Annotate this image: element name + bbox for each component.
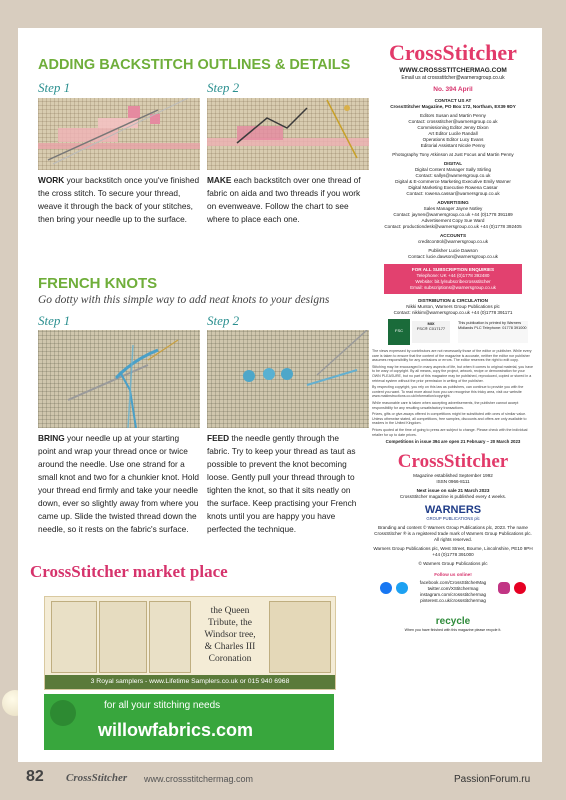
needle-artwork [38,330,200,428]
footer-url[interactable]: www.crossstitchermag.com [144,774,254,784]
text-line: knots until you are happy you have [207,511,336,521]
stitch-artwork [38,98,200,170]
dist-1: Nikki Munton, Warners Group Publications plc [406,304,500,309]
issue-number: No. 394 April [433,86,473,93]
follow-link[interactable]: twitter.com/XStitchermag [427,586,479,592]
ad-footer: 3 Royal samplers - www.Lifetime Samplers.co.uk or 015 940 6968 [45,675,335,689]
warners-sub: GROUP PUBLICATIONS plc [426,516,480,522]
branding: Branding and content © Warners Group Publications plc, 2023. The name CrossStitcher ® is a registered trade mark of Warners Group Publications plc. All rights reserved. [374,525,532,543]
fsc-mix-box [412,321,450,343]
twitter-icon[interactable] [396,582,408,594]
french-step1-photo [38,330,200,428]
ads-2: Advertisement Copy Sue Ward [421,218,485,223]
editorial-assistant: Editorial Assistant Nicole Penny [420,143,486,148]
recycle-note: When you have finished with this magazine please recycle it. [404,628,502,633]
text-line: your needle up at your starting [64,433,180,443]
text-line: possible to prevent the knot becoming [207,459,347,469]
digital-3: Digital Marketing Executive Rowena Cassar [408,185,498,190]
text-line: needle, so it rests on the fabric's surface. [38,524,189,534]
text-line: tighten the knot, so that it sits neatly on [207,485,351,495]
disclaimer: Stitching may be encouraged in many aspects of life, but when it comes to original material, you have to be wary of copyright. By all means, copy the project, artwork, recipe or demonstration for your OWN PLEASURE, but no part of this magazine may be published, reproduced, copied or stored in a retrieval system without the prior permission in writing of the publisher. [372,364,534,383]
digital-head: DIGITAL [443,161,463,166]
keyword: MAKE [207,175,232,185]
footer-logo: CrossStitcher [66,772,128,784]
follow-link[interactable]: facebook.com/CrossStitcherMag [419,580,487,586]
sub-email[interactable]: Email: subscriptions@warnersgroup.co.uk [410,285,496,290]
market-place-title: CrossStitcher market place [30,562,228,581]
page-footer [26,768,546,792]
ad-text [195,605,265,665]
text-line: each backstitch over one thread of [231,175,361,185]
text-line: then bring your needle up to the surface. [38,214,187,224]
backstitch-step1-text [38,174,203,226]
digital-2: Digital & E-commerce Marketing Executive Emily Warner [395,179,511,184]
keyword: FEED [207,433,230,443]
backstitch-step1-photo [38,98,200,170]
pinterest-icon[interactable] [514,582,526,594]
ads-2-contact: Contact: productiondesk@warnersgroup.co.uk +44 (0)1778 392405 [384,224,522,229]
digital-1-contact: Contact: sallys@warnersgroup.co.uk [415,173,491,178]
french-knots-subtitle: Go dotty with this simple way to add neat knots to your designs [38,294,330,306]
follow-link[interactable]: instagram.com/crossstitchermag [419,592,487,598]
editors: Editors Susan and Martin Penny [420,113,486,118]
disclaimer: Prices quoted at the time of going to press are subject to change. Please check with the individual retailer for up to date prices. [372,427,528,437]
text-line: the needle gently through the [229,433,339,443]
text-line: your backstitch once you've finished [64,175,200,185]
text-line: small knot and two for a chunkier knot. Hold [38,472,199,482]
masthead-email[interactable]: Email us at crossstitcher@warnersgroup.co.uk [401,75,505,81]
established: Magazine established September 1992 [413,473,493,479]
follow-link[interactable]: pinterest.co.uk/crossstitchermag [420,598,486,604]
french-step2-photo [207,330,369,428]
follow-section [372,572,534,614]
publisher-contact: Contact: lucie.dawson@warnersgroup.co.uk [408,254,498,259]
dist-head: DISTRIBUTION & CIRCULATION [418,298,488,303]
keyword: BRING [38,433,65,443]
backstitch-step2-label: Step 2 [207,80,240,95]
next-issue: Next issue on sale 21 March 2023 [416,488,490,494]
fsc-code: FSC® C017177 [416,326,446,331]
recycle-logo [372,616,534,633]
digital-3-contact: Contact: rowena.cassar@warnersgroup.co.uk [406,191,500,196]
digital-1: Digital Content Manager Sally Stirling [414,167,492,172]
disclaimer: While reasonable care is taken when accepting advertisements, the publisher cannot accept responsibility for any resulting unsatisfactory transactions. [372,400,519,410]
ad-url: willowfabrics.com [98,720,254,740]
french-step2-text [207,432,372,536]
masthead-logo-2: CrossStitcher [397,451,509,473]
text-line: fabric on aida and two threads if you work [207,188,361,198]
text-line: came up. Slide the twisted thread down the [38,511,197,521]
publisher: Publisher Lucie Dawson [428,248,478,253]
art-editor: Art Editor Lucile Randall [428,131,478,136]
fsc-mix: MIX [427,321,435,326]
ads-1: Sales Manager Jayne Notley [423,206,483,211]
ad-tagline: for all your stitching needs [104,700,221,711]
market-place [30,562,350,752]
subscription-box [384,264,522,294]
disclaimer: The views expressed by contributors are not necessarily those of the editor or publisher. While every care is taken to ensure that the content of the magazine is accurate, neither the editor nor publisher assumes responsibility for any omissions or errors. The editor reserves the right to edit copy. [372,349,532,363]
text-line: point and wrap your thread once or twice [38,446,188,456]
french-step2-label: Step 2 [207,313,240,328]
ad-line: Windsor tree, [204,630,256,640]
text-line: down, ever so slightly away from where you [38,498,199,508]
warners-logo [372,504,534,522]
text-line: the surface. Keep practising your French [207,498,357,508]
printer-note: This publication is printed by Warners Midlands PLC Telephone: 01778 391000 [458,321,527,330]
keyword: WORK [38,175,65,185]
sampler-4 [269,601,331,673]
published: CrossStitcher magazine is published every 4 weeks. [399,494,507,500]
french-step1-label: Step 1 [38,313,71,328]
lifetime-samplers-ad[interactable] [44,596,336,690]
contact-address: CrossStitcher Magazine, PO Box 172, Northam, EX39 9DY [390,104,516,109]
sampler-3 [149,601,191,673]
contact-head: CONTACT US AT [434,98,472,103]
backstitch-step2-text [207,174,372,226]
facebook-icon[interactable] [380,582,392,594]
dist-2: Contact: nikkim@warnersgroup.co.uk +44 (0)1778 391171 [393,310,513,315]
text-line: around the needle. Use one strand for a [38,459,185,469]
backstitch-title: ADDING BACKSTITCH OUTLINES & DETAILS [38,57,351,73]
text-line: loose. Gently pull your thread through to [207,472,355,482]
text-line: weave it through the back of your stitches, [38,201,193,211]
operations-editor: Operations Editor Lucy Evans [422,137,484,142]
address: Warners Group Publications plc, West Street, Bourne, Lincolnshire, PE10 9PH +44 (0)1778 391000 [373,546,533,558]
accounts-head: ACCOUNTS [439,233,467,238]
fsc-label: FSC [395,328,403,333]
masthead-column [372,40,534,633]
disclaimer: By respecting copyright, you rely on this law as publishers, can continue to provide you with the content you want. To read more about how you can recognise this tricky area, visit our website www.makinstructions.co.uk/information/copyright. [372,385,524,399]
sub-website[interactable]: Website: bit.ly/subscribecrossstitcher [415,279,491,284]
masthead-website[interactable]: WWW.CROSSSTITCHERMAG.COM [399,67,507,74]
willow-tree-icon [50,700,76,726]
text-line: perfected the technique. [207,524,297,534]
printer-logo [458,321,528,343]
sub-phone: Telephone: UK +44 (0)1778 392480 [416,273,490,278]
masthead-logo: CrossStitcher [389,40,517,65]
ad-line: & Charles III [204,642,256,652]
willow-fabrics-ad[interactable] [44,694,334,750]
warners-name: WARNERS [424,504,482,517]
text-line: on evenweave. Follow the chart to see [207,201,349,211]
knot-artwork [207,330,369,428]
ads-head: ADVERTISING [437,200,469,205]
editors-contact: Contact: crossstitcher@warnersgroup.co.uk [408,119,498,124]
ads-1-contact: Contact: jaynen@warnersgroup.co.uk +44 (0)1778 391189 [393,212,513,217]
follow-head: Follow us online! [434,572,472,578]
page-number: 82 [26,768,44,785]
disclaimers [372,349,534,437]
sampler-2 [99,601,147,673]
french-knots-title: FRENCH KNOTS [38,275,158,292]
instagram-icon[interactable] [498,582,510,594]
french-step1-text [38,432,206,536]
stitch-artwork [207,98,369,170]
backstitch-step2-photo [207,98,369,170]
social-links [412,580,494,604]
commissioning-editor: Commissioning Editor Jenny Dixon [417,125,489,130]
disclaimer: Prizes, gifts or give-aways offered in competitions might be substituted with ones of similar value. Unless otherwise stated, all competitions, free samples, discounts and offers are only available to readers in the United Kingdom. [372,412,527,426]
backstitch-step1-label: Step 1 [38,80,71,95]
text-line: fabric. Try to keep your thread as taut as [207,446,356,456]
fsc-logo [388,319,410,345]
watermark: PassionForum.ru [454,774,531,785]
certification-logos [372,319,534,347]
ad-line: Tribute, the [208,618,252,628]
recycle-label: recycle [435,616,471,628]
text-line: the cross stitch. To secure your thread, [38,188,181,198]
sampler-1 [51,601,97,673]
text-line: where to place each one. [207,214,300,224]
photography: Photography Tony Atkinson at Just Focus and Martin Penny [392,152,514,157]
accounts-contact: creditcontrol@warnersgroup.co.uk [417,239,489,244]
competitions: Competitions in issue 394 are open 21 February – 20 March 2023 [385,439,521,445]
text-line: your thread end firmly and take your needle [38,485,199,495]
ad-line: Coronation [208,654,252,664]
sub-head: FOR ALL SUBSCRIPTION ENQUIRIES [411,267,495,272]
issn: ISSN 0966-8111 [436,479,470,485]
ad-line: the Queen [210,606,250,616]
copyright: © Warners Group Publications plc [418,561,488,567]
